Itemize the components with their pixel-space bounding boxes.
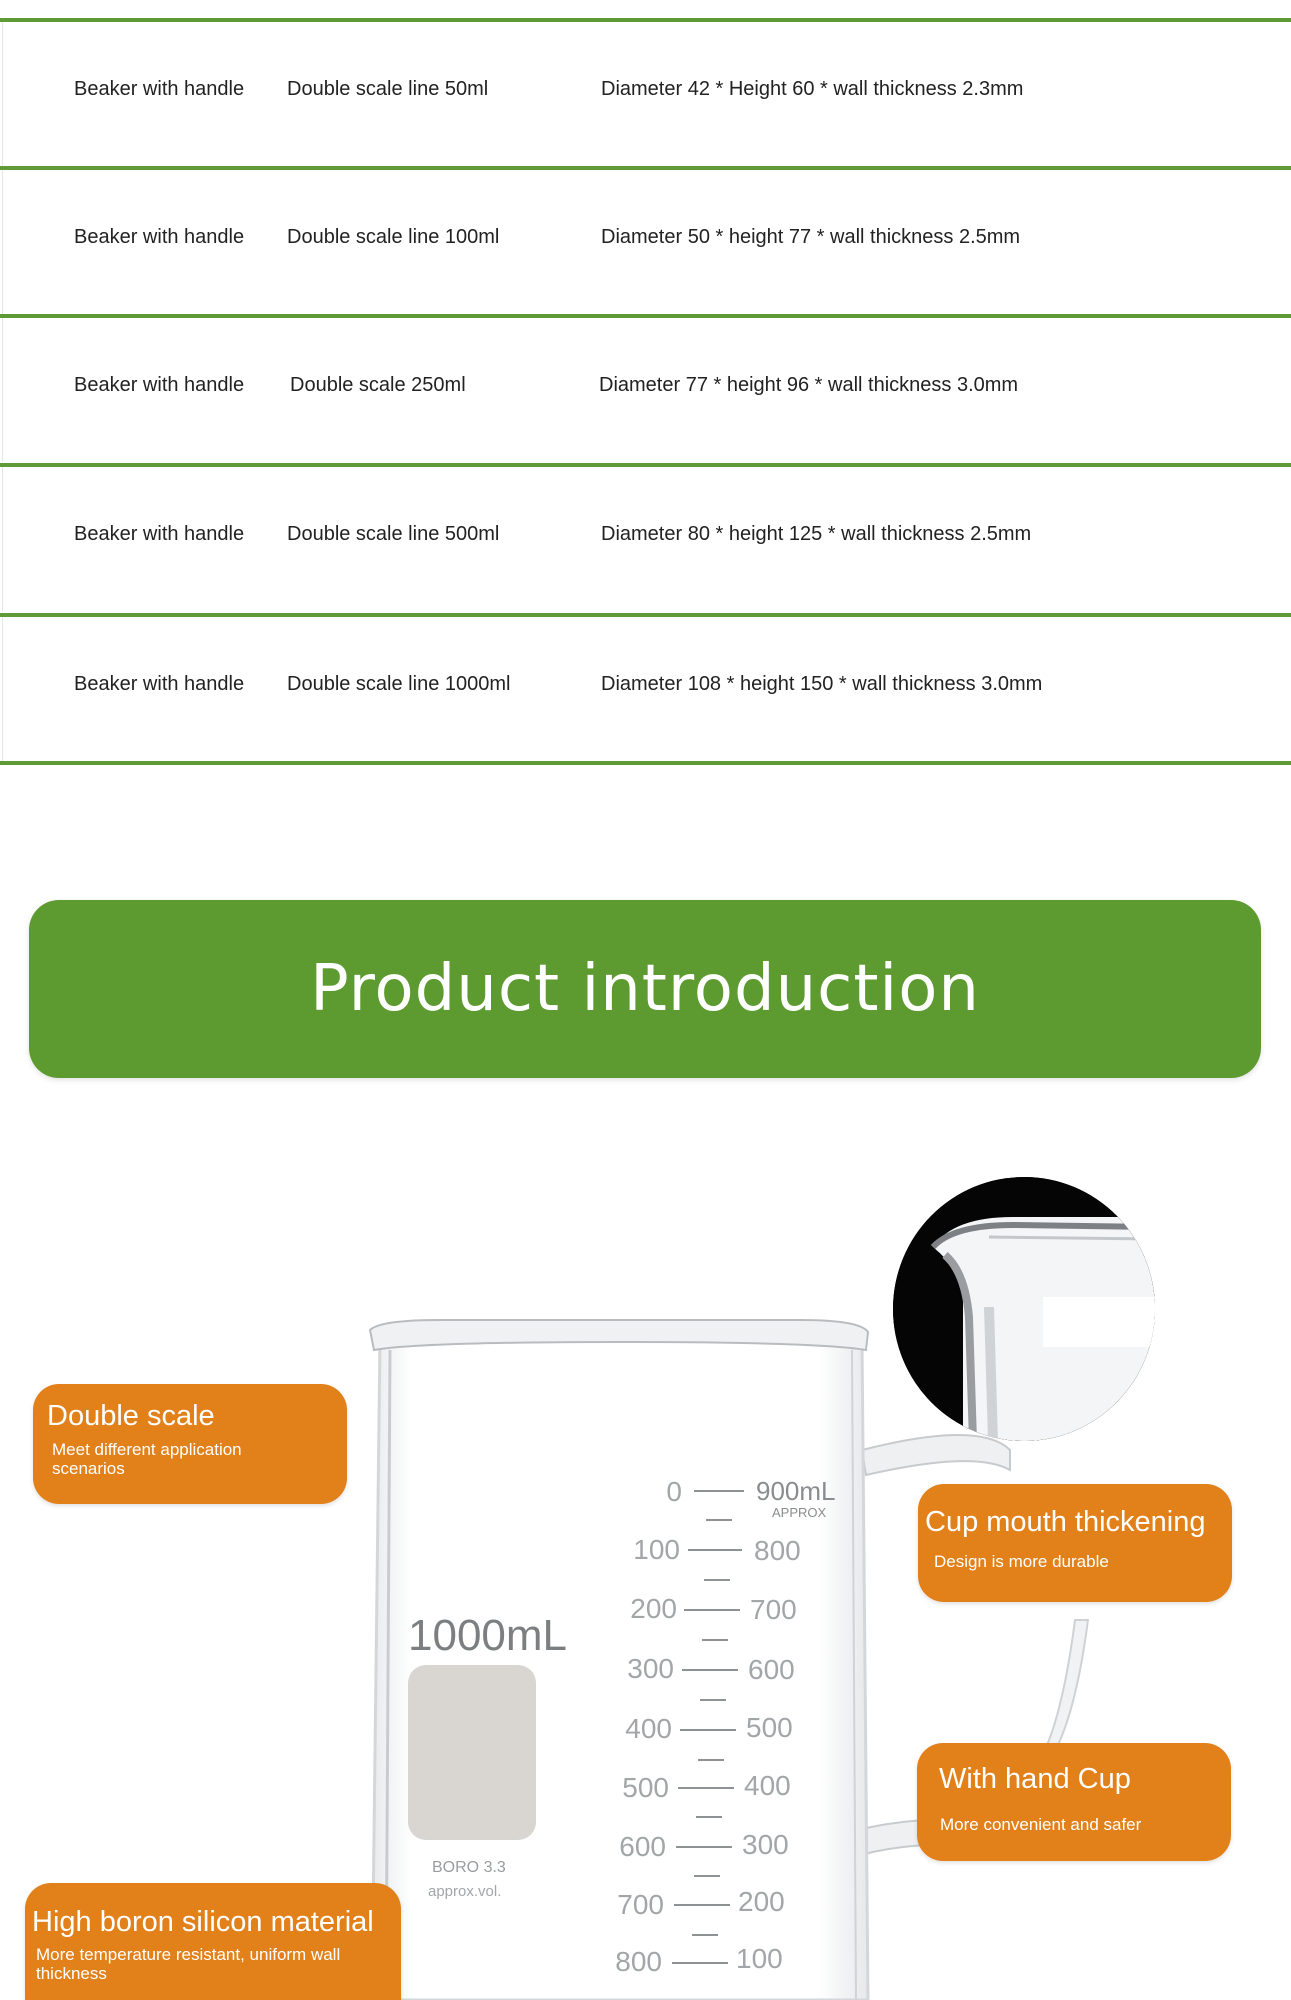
product-name: Beaker with handle <box>74 523 245 545</box>
handle-top <box>862 1435 1010 1475</box>
callout-title: High boron silicon material <box>32 1906 374 1938</box>
right-scale-label: 800 <box>754 1535 801 1566</box>
product-scale: Double scale line 1000ml <box>287 673 511 695</box>
left-scale-label: 400 <box>625 1713 672 1744</box>
product-scale: Double scale line 500ml <box>287 523 500 545</box>
product-scale: Double scale line 100ml <box>287 226 500 248</box>
callout-cup-mouth <box>918 1484 1232 1602</box>
table-row <box>2 617 1291 761</box>
banner-title: Product introduction <box>310 952 980 1026</box>
callout-double-scale <box>33 1384 347 1504</box>
frosted-label-patch <box>408 1665 536 1840</box>
section-banner <box>29 900 1261 1078</box>
callout-title: Cup mouth thickening <box>925 1506 1206 1538</box>
product-dimensions: Diameter 42 * Height 60 * wall thickness 2.3mm <box>601 78 1024 100</box>
callout-title: Double scale <box>47 1400 215 1432</box>
callout-boron-material <box>25 1883 401 2000</box>
left-scale-label: 800 <box>615 1946 662 1977</box>
right-scale-label: 400 <box>744 1770 791 1801</box>
callout-hand-cup <box>917 1743 1231 1861</box>
product-name: Beaker with handle <box>74 226 245 248</box>
left-scale-label: 100 <box>633 1534 680 1565</box>
left-scale-label: 700 <box>617 1889 664 1920</box>
callout-subtitle: Design is more durable <box>934 1552 1109 1571</box>
left-scale-label: 0 <box>666 1476 682 1507</box>
left-scale-label: 600 <box>619 1831 666 1862</box>
product-dimensions: Diameter 108 * height 150 * wall thickness 3.0mm <box>601 673 1043 695</box>
right-scale-label: 600 <box>748 1654 795 1685</box>
right-scale-label: 300 <box>742 1829 789 1860</box>
product-scale: Double scale line 50ml <box>287 78 489 100</box>
table-rule <box>0 761 1291 765</box>
product-dimensions: Diameter 50 * height 77 * wall thickness 2.5mm <box>601 226 1021 248</box>
rim-detail-zoom <box>893 1177 1155 1441</box>
material-label: BORO 3.3 <box>432 1859 506 1876</box>
product-name: Beaker with handle <box>74 78 245 100</box>
table-row <box>2 467 1291 611</box>
handle-bar <box>1040 1620 1088 1760</box>
rim-detail-illustration <box>893 1177 1155 1441</box>
product-dimensions: Diameter 80 * height 125 * wall thickness 2.5mm <box>601 523 1032 545</box>
top-right-label: 900mL <box>756 1476 836 1506</box>
callout-subtitle: More temperature resistant, uniform wall thickness <box>36 1945 341 1983</box>
right-scale-label: 500 <box>746 1712 793 1743</box>
top-right-sub: APPROX <box>772 1505 827 1520</box>
right-scale-label: 100 <box>736 1943 783 1974</box>
product-name: Beaker with handle <box>74 374 245 396</box>
product-scale: Double scale 250ml <box>290 374 466 396</box>
callout-subtitle: More convenient and safer <box>940 1815 1142 1834</box>
right-scale-label: 200 <box>738 1886 785 1917</box>
table-row <box>2 170 1291 314</box>
approx-label: approx.vol. <box>428 1883 502 1900</box>
callout-title: With hand Cup <box>939 1763 1131 1795</box>
callout-subtitle: Meet different application scenarios <box>52 1440 242 1478</box>
table-row <box>2 22 1291 166</box>
right-scale-label: 700 <box>750 1594 797 1625</box>
left-scale-label: 500 <box>622 1772 669 1803</box>
left-scale-label: 200 <box>630 1593 677 1624</box>
table-row <box>2 318 1291 462</box>
left-scale-label: 300 <box>627 1653 674 1684</box>
product-name: Beaker with handle <box>74 673 245 695</box>
capacity-label: 1000mL <box>408 1611 568 1660</box>
product-dimensions: Diameter 77 * height 96 * wall thickness 3.0mm <box>599 374 1019 396</box>
